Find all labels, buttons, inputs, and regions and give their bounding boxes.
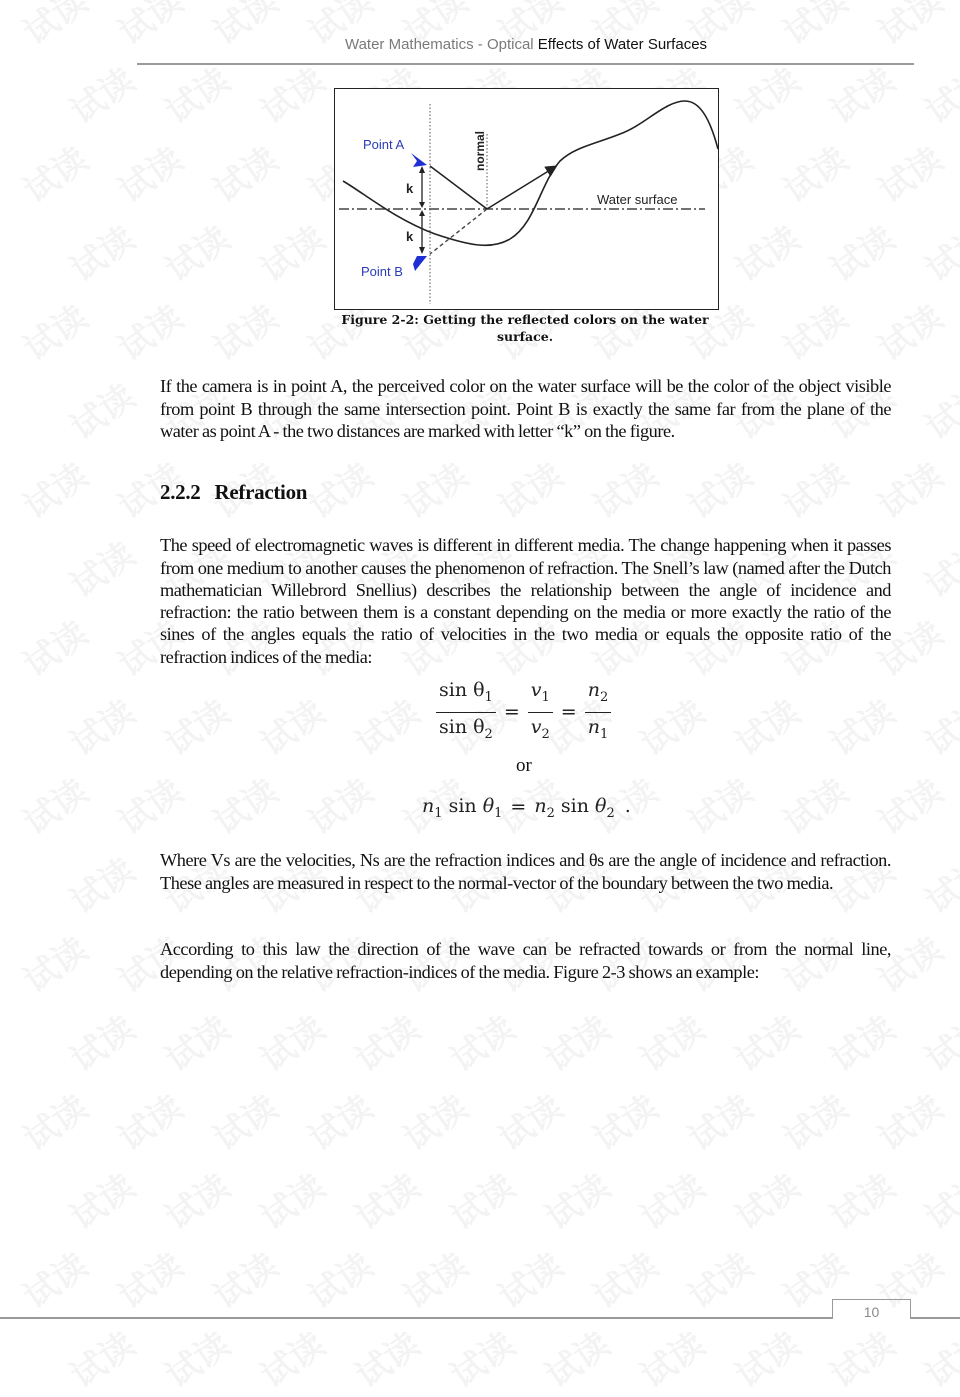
reflection-diagram — [335, 89, 718, 309]
header-title-part2: Effects of Water Surfaces — [537, 36, 708, 53]
section-number: 2.2.2 — [160, 480, 201, 504]
section-heading — [160, 480, 307, 505]
equation-or: or — [516, 755, 532, 776]
wave-curve — [343, 101, 718, 245]
footer-rule-right — [910, 1317, 960, 1319]
equals-sign: = — [560, 701, 577, 724]
section-title: Refraction — [214, 480, 308, 504]
normal-label: normal — [473, 130, 487, 171]
fraction-indices — [585, 676, 612, 749]
running-header — [0, 36, 960, 53]
paragraph-camera-point: If the camera is in point A, the perceived color on the water surface will be the color of the object visible from point B through the same intersection point. Point B is exactly the same far from the plane of the water as point A - the two distances are marked with letter “k” on the figure. — [160, 376, 891, 441]
v-2: v — [530, 715, 542, 738]
sub-2: 2 — [484, 726, 493, 742]
figure-caption — [340, 311, 710, 345]
sub-1: 1 — [599, 726, 609, 742]
sin-theta-1: sin θ — [439, 679, 485, 701]
fraction-velocities — [528, 676, 553, 749]
sub-2: 2 — [546, 805, 555, 821]
page-number: 10 — [832, 1299, 911, 1319]
sub-2: 2 — [541, 726, 550, 742]
v-1: v — [530, 679, 542, 701]
k-lower-label: k — [406, 229, 414, 244]
water-surface-label: Water surface — [597, 192, 678, 207]
footer-rule — [0, 1317, 832, 1319]
sin-theta-2: sin θ — [439, 715, 485, 738]
sub-2: 2 — [606, 805, 615, 821]
header-title-part1: Water Mathematics - Optical — [344, 36, 538, 53]
k-upper-label: k — [406, 181, 414, 196]
paragraph-definitions: Where Vs are the velocities, Ns are the refraction indices and θs are the angle of incidence and refraction. These angles are measured in respect to the normal-vector of the boundary between the two media. — [160, 850, 891, 893]
fraction-sines — [436, 676, 496, 749]
sub-1: 1 — [494, 805, 503, 821]
n-1: n — [422, 795, 435, 817]
sub-1: 1 — [484, 689, 493, 705]
sin: sin — [442, 795, 483, 817]
point-a-label: Point A — [363, 137, 405, 152]
equation-ratio — [436, 676, 611, 749]
theta-2: θ — [595, 795, 607, 817]
incident-ray — [430, 166, 487, 209]
figure-2-2 — [334, 88, 719, 310]
caption-line-2: surface. — [496, 329, 554, 344]
paragraph-snells-law: The speed of electromagnetic waves is different in different media. The change happening when it passes from one medium to another causes the phenomenon of refraction. The Snell’s law (named after the Dutch mathematician Willebrord Snellius) describes the relationship between the angle of incidence and refraction: the ratio between them is a constant depending on the media or more exactly the ratio of the sines of the angles equals the ratio of velocities in the two media or equals the opposite ratio of the refraction indices of the media: — [160, 535, 891, 667]
sub-2: 2 — [599, 689, 609, 705]
theta-1: θ — [482, 795, 495, 817]
sin: sin — [554, 795, 596, 817]
paragraph-direction: According to this law the direction of the wave can be refracted towards or from the normal line, depending on the relative refraction-indices of the media. Figure 2-3 shows an example: — [160, 939, 891, 982]
equation-snell — [422, 795, 631, 821]
sub-1: 1 — [541, 689, 550, 705]
n-2: n — [587, 679, 600, 701]
virtual-ray — [430, 209, 487, 254]
header-rule — [137, 63, 914, 65]
point-b-label: Point B — [361, 264, 403, 279]
n-2: n — [534, 795, 547, 817]
point-b-marker — [413, 256, 427, 271]
caption-line-1: Figure 2-2: Getting the reflected colors on the water — [341, 312, 709, 327]
sub-1: 1 — [434, 805, 443, 821]
equals-sign: = — [510, 796, 527, 818]
reflected-ray — [487, 167, 555, 209]
n-1: n — [587, 715, 600, 738]
point-a-marker — [411, 153, 427, 167]
period: . — [624, 795, 631, 817]
equals-sign: = — [503, 701, 520, 724]
